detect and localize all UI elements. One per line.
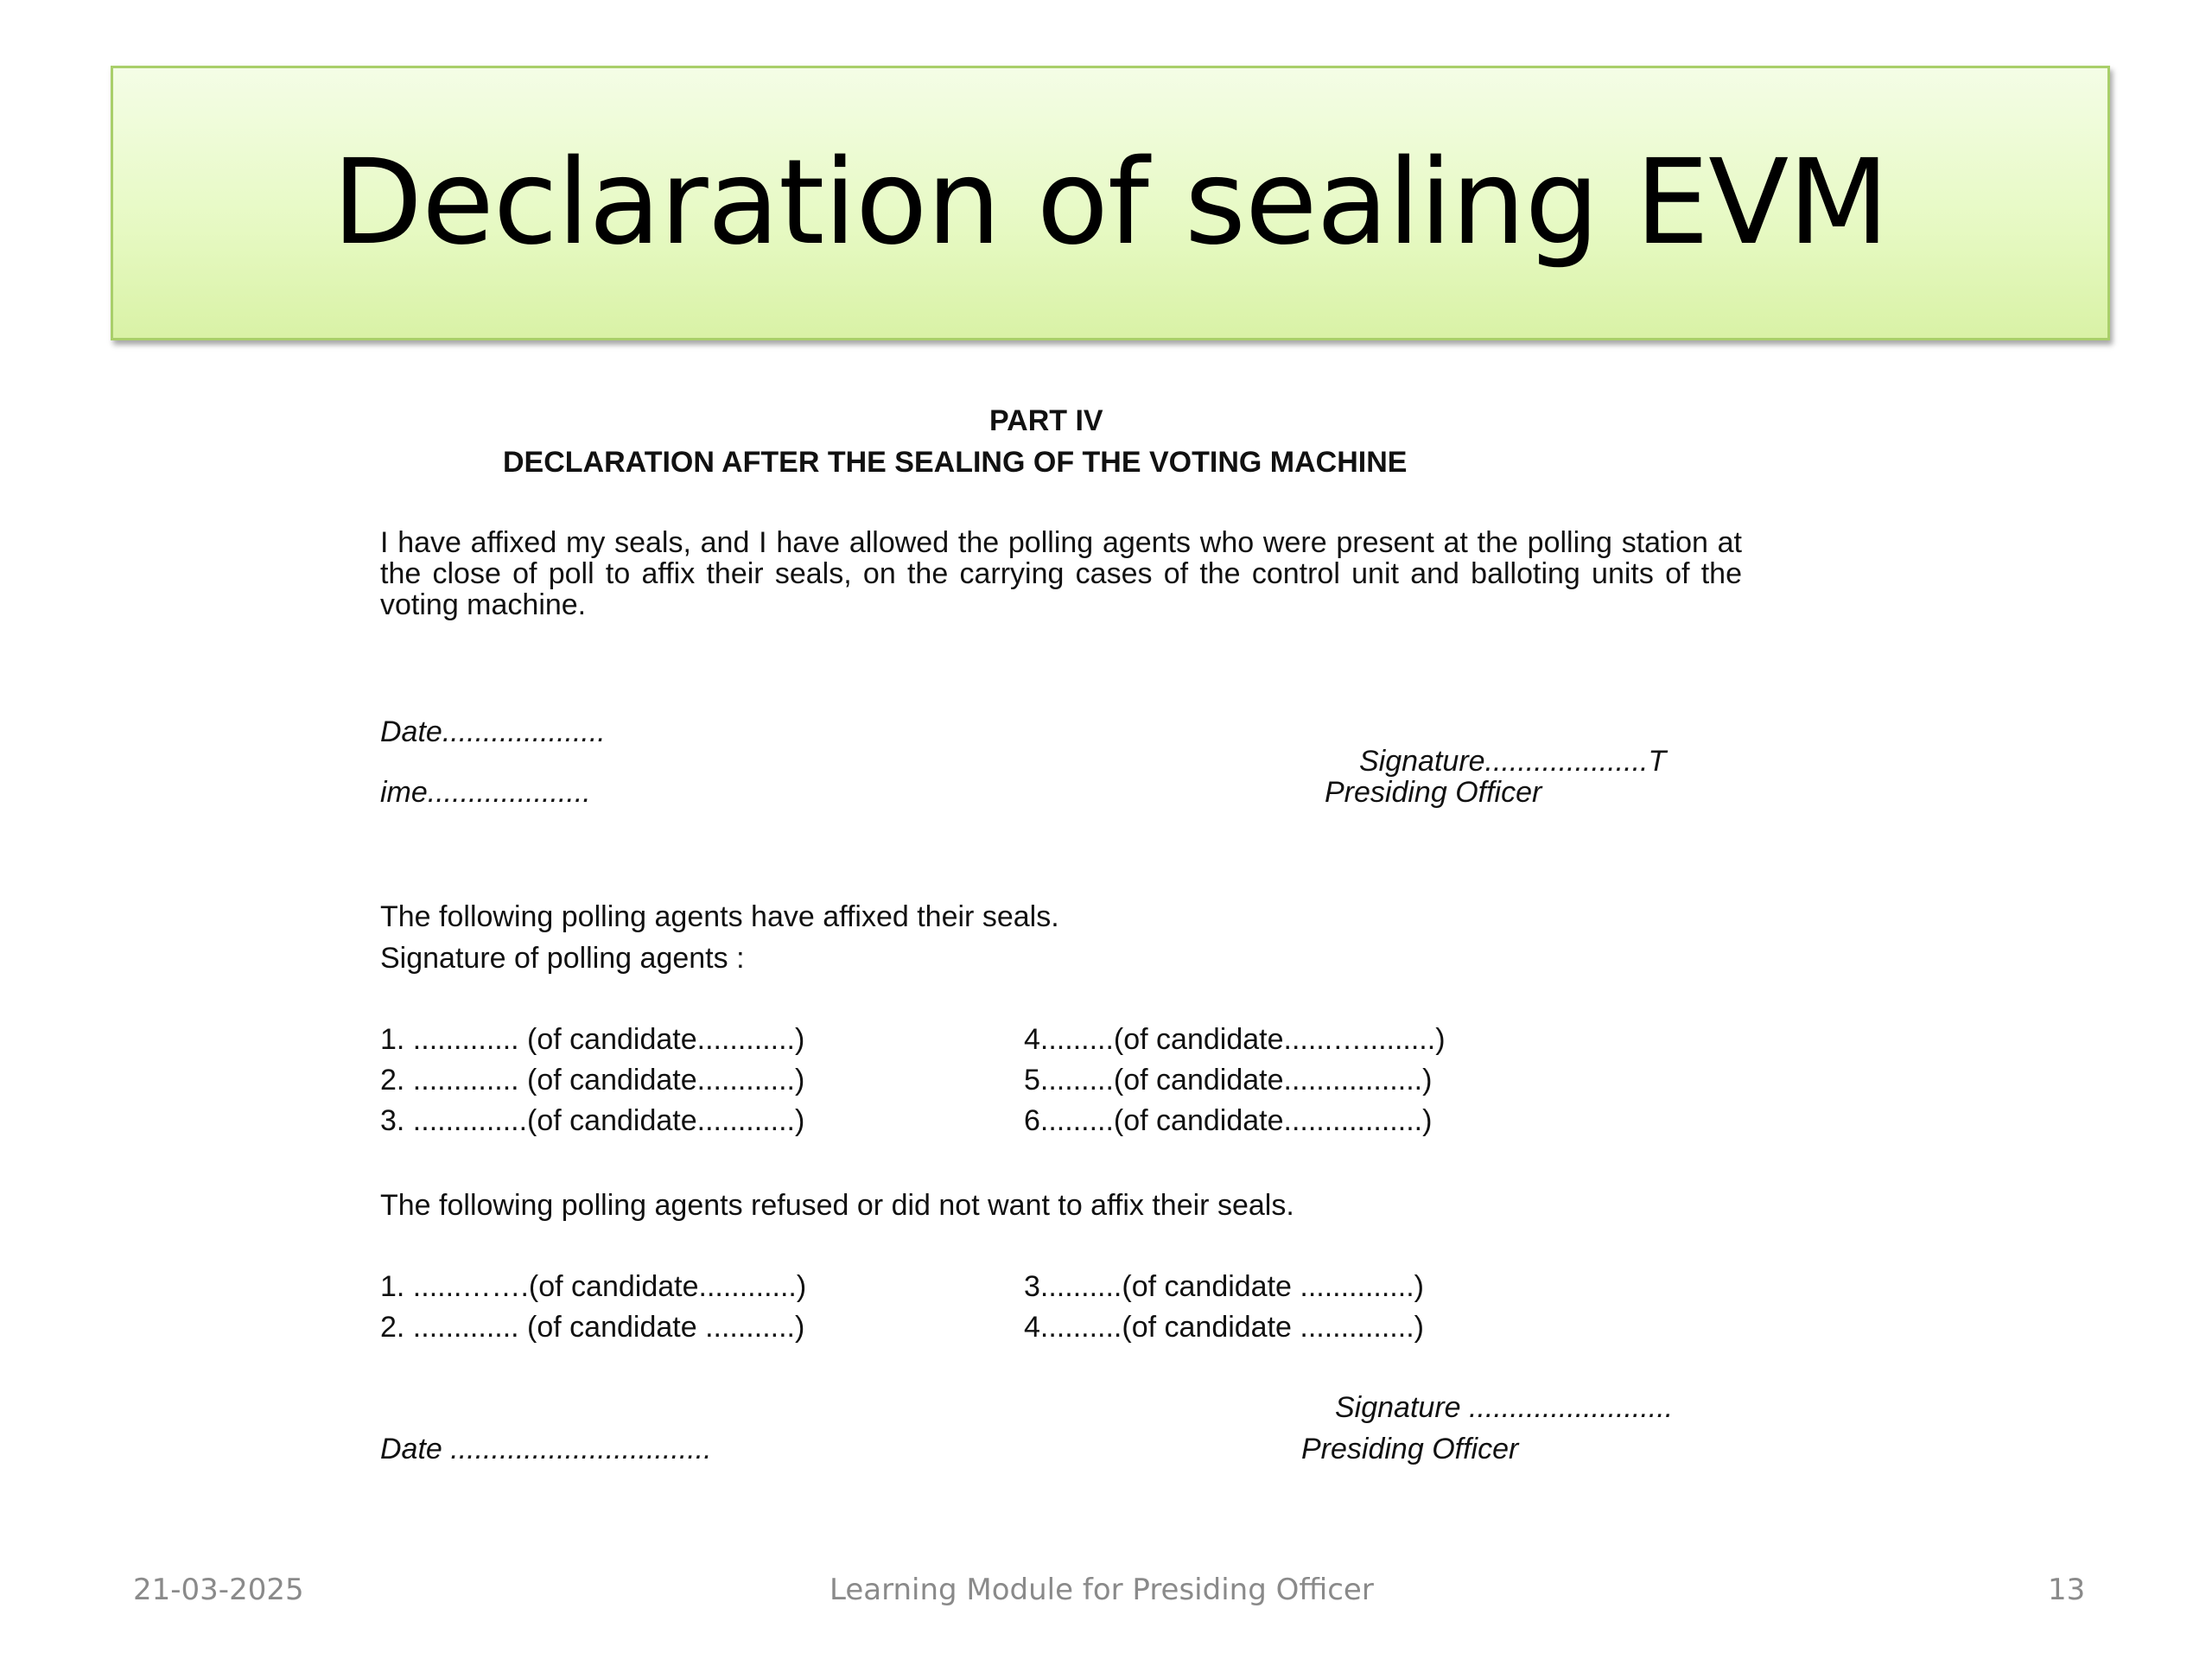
form-part-label: PART IV (989, 404, 1103, 437)
affixed-intro: The following polling agents have affixed their seals. (380, 900, 1059, 933)
refused-agent-4: 4..........(of candidate ..............) (1024, 1311, 1424, 1344)
signature-agents-label: Signature of polling agents : (380, 942, 745, 975)
presiding-officer-label-2: Presiding Officer (1301, 1433, 1519, 1465)
date-field-1: Date.................... (380, 715, 606, 748)
form-heading: DECLARATION AFTER THE SEALING OF THE VOTING MACHINE (503, 446, 1408, 479)
affixed-agent-6: 6.........(of candidate.................) (1024, 1104, 1433, 1137)
refused-intro: The following polling agents refused or did not want to affix their seals. (380, 1189, 1294, 1222)
signature-field-1: Signature....................T (1359, 745, 1667, 778)
signature-field-2: Signature ......................... (1335, 1391, 1674, 1424)
presiding-officer-label-1: Presiding Officer (1325, 776, 1542, 809)
slide-title: Declaration of sealing EVM (332, 135, 1889, 271)
time-field-1: ime.................... (380, 776, 591, 809)
affixed-agent-5: 5.........(of candidate.................) (1024, 1064, 1433, 1096)
affixed-agent-1: 1. ............. (of candidate............) (380, 1023, 805, 1056)
refused-agent-3: 3..........(of candidate ..............) (1024, 1270, 1424, 1303)
form-paragraph: I have affixed my seals, and I have allowed the polling agents who were present at the polling station at the close of poll to affix their seals, on the carrying cases of the control unit and balloting units of the voting machine. (380, 526, 1742, 621)
slide-title-box (111, 66, 2110, 340)
footer-page-number: 13 (2048, 1573, 2086, 1607)
affixed-agent-4: 4.........(of candidate......….........) (1024, 1023, 1446, 1056)
refused-agent-2: 2. ............. (of candidate ...........) (380, 1311, 805, 1344)
affixed-agent-2: 2. ............. (of candidate............) (380, 1064, 805, 1096)
footer-date: 21-03-2025 (133, 1573, 304, 1607)
affixed-agent-3: 3. ..............(of candidate............) (380, 1104, 805, 1137)
refused-agent-1: 1. ......…….(of candidate............) (380, 1270, 807, 1303)
date-field-2: Date ................................ (380, 1433, 712, 1465)
footer-title: Learning Module for Presiding Officer (830, 1573, 1374, 1607)
